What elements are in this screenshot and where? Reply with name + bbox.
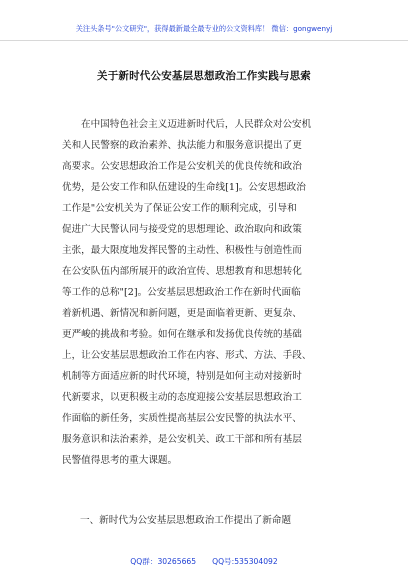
paragraph-line: 民警值得思考的重大课题。 [62, 455, 178, 466]
footer-qq-number: QQ号:535304092 [212, 557, 278, 566]
paragraph-line: 着新机遇、新情况和新问题，更是面临着更新、更复杂、 [62, 308, 302, 319]
paragraph-line: 工作是"公安机关为了保证公安工作的顺利完成，引导和 [62, 203, 297, 214]
paragraph-line: 主张，最大限度地发挥民警的主动性、积极性与创造性而 [62, 245, 302, 256]
paragraph-line: 作面临的新任务，实质性提高基层公安民警的执法水平、 [62, 413, 302, 424]
paragraph-line: 服务意识和法治素养，是公安机关、政工干部和所有基层 [62, 434, 302, 445]
footer-qq-group: QQ群：30265665 [130, 557, 197, 566]
footer-contact [0, 556, 408, 567]
document-title: 关于新时代公安基层思想政治工作实践与思索 [97, 70, 311, 82]
paragraph-line: 机制等方面适应新的时代环境，特别是如何主动对接新时 [62, 371, 302, 382]
paragraph-line: 在公安队伍内部所展开的政治宣传、思想教育和思想转化 [62, 266, 302, 277]
paragraph-line: 在中国特色社会主义迈进新时代后，人民群众对公安机 [81, 119, 312, 130]
paragraph-line: 上，让公安基层思想政治工作在内容、形式、方法、手段、 [62, 350, 312, 361]
paragraph-line: 促进广大民警认同与接受党的思想理论、政治取向和政策 [62, 224, 302, 235]
banner-text: 关注头条号"公文研究"，获得最新最全最专业的公文资料库！ 微信：gongwenyj [75, 24, 333, 33]
section-heading: 一、新时代为公安基层思想政治工作提出了新命题 [80, 515, 292, 526]
paragraph-line: 代新要求，以更积极主动的态度迎接公安基层思想政治工 [62, 392, 302, 403]
top-banner [0, 10, 408, 41]
paragraph-line: 等工作的总称"[2]。公安基层思想政治工作在新时代面临 [62, 287, 301, 298]
body-paragraph [62, 114, 350, 471]
paragraph-line: 关和人民警察的政治素养、执法能力和服务意识提出了更 [62, 140, 302, 151]
paragraph-line: 优势，是公安工作和队伍建设的生命线[1]。公安思想政治 [62, 182, 306, 193]
paragraph-line: 高要求。公安思想政治工作是公安机关的优良传统和政治 [62, 161, 302, 172]
paragraph-line: 更严峻的挑战和考验。如何在继承和发扬优良传统的基础 [62, 329, 302, 340]
